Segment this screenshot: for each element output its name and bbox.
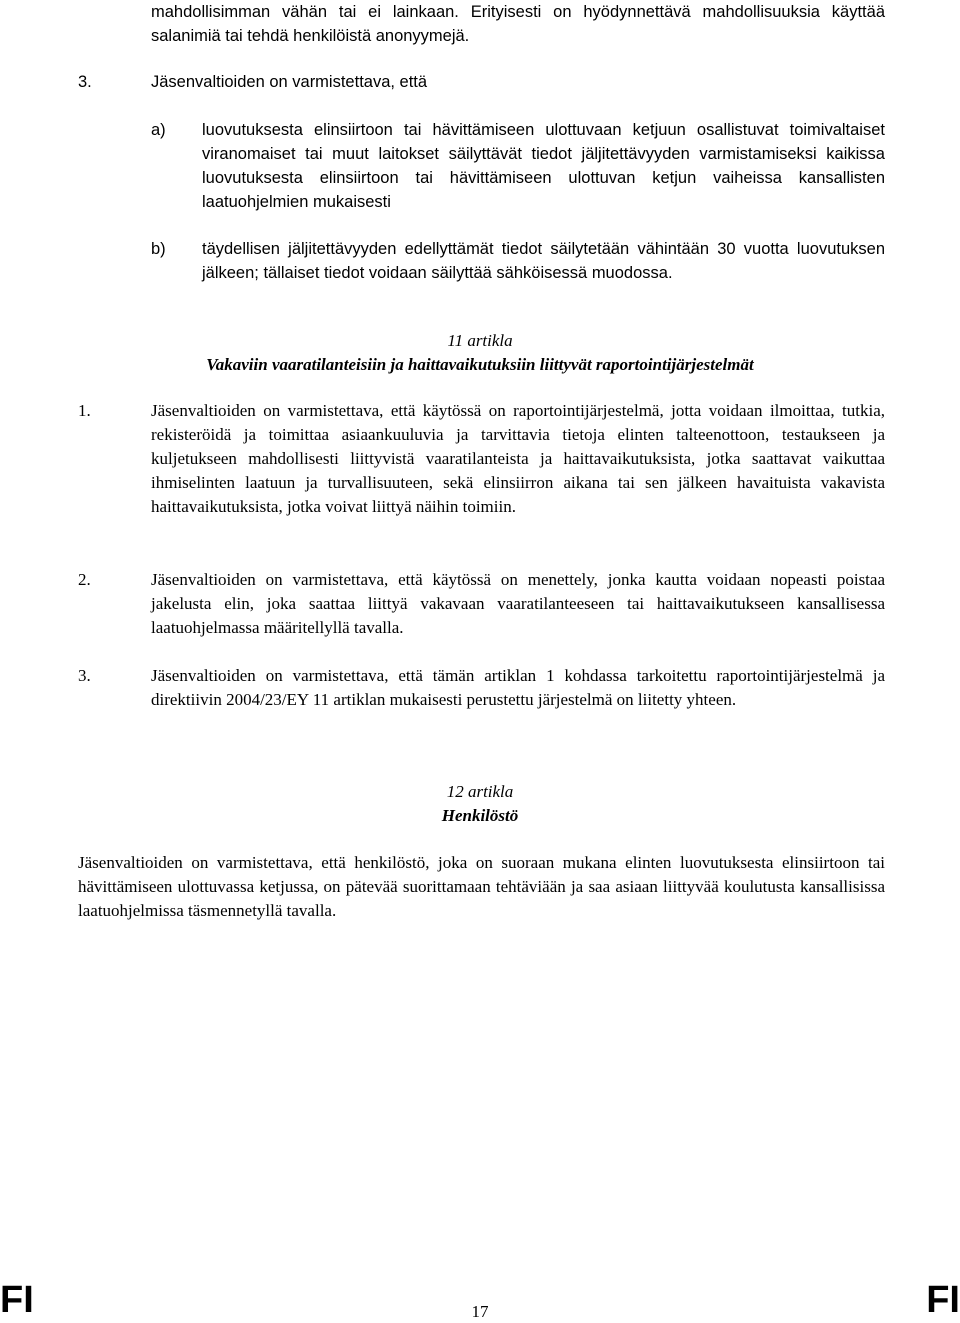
footer-language-code-left: FI — [0, 1279, 34, 1321]
article-12-number: 12 artikla — [446, 782, 514, 801]
item-text-b: täydellisen jäljitettävyyden edellyttämät tiedot säilytetään vähintään 30 vuotta luovutuksen jälkeen; tällaiset tiedot voidaan säilyttää sähköisessä muodossa. — [202, 240, 885, 282]
article-11-number: 11 artikla — [447, 331, 513, 350]
item-text-a: luovutuksesta elinsiirtoon tai hävittämiseen ulottuvaan ketjuun osallistuvat toimivaltaiset viranomaiset tai muut laitokset säilyttävät tiedot jäljitettävyyden varmistamiseksi kaikissa luovutuksesta elinsiirtoon tai hävittämiseen ulottuvan ketjun vaiheissa kansallisten laatuohjelmien mukaisesti — [202, 121, 885, 211]
art11-para-3-text: Jäsenvaltioiden on varmistettava, että tämän artiklan 1 kohdassa tarkoitettu raportointijärjestelmä ja direktiivin 2004/23/EY 11 artiklan mukaisesti perustettu järjestelmä on liitetty yhteen. — [151, 666, 885, 709]
page-number: 17 — [471, 1302, 489, 1321]
item-label-b: b) — [151, 240, 166, 258]
art11-para-1-number: 1. — [78, 401, 91, 420]
art11-para-2-text: Jäsenvaltioiden on varmistettava, että käytössä on menettely, jonka kautta voidaan nopeasti poistaa jakelusta elin, joka saattaa liittyä vakavaan vaaratilanteeseen tai haittavaikutukseen kansallisessa laatuohjelmassa määritellyllä tavalla. — [151, 570, 885, 637]
point-intro: Jäsenvaltioiden on varmistettava, että — [151, 73, 428, 91]
art11-para-2-number: 2. — [78, 570, 91, 589]
art11-para-3-number: 3. — [78, 666, 91, 685]
continued-paragraph — [151, 0, 885, 48]
art11-para-1-text: Jäsenvaltioiden on varmistettava, että käytössä on raportointijärjestelmä, jotta voidaan ilmoittaa, tutkia, rekisteröidä ja toimittaa asiaankuuluvia ja tarvittavia tietoja elinten talteenottoon, testaukseen ja kuljetukseen mahdollisesti liittyvistä vaaratilanteista ja haittavaikutuksista, jotka saattavat vaikuttaa ihmiselinten laatuun ja turvallisuuteen, sekä elinsiirron aikana tai sen jälkeen havaituista vakavista haittavaikutuksista, jotka voivat liittyä näihin toimiin. — [151, 401, 885, 516]
article-11-title: Vakaviin vaaratilanteisiin ja haittavaikutuksiin liittyvät raportointijärjestelmät — [206, 355, 754, 374]
continued-text: mahdollisimman vähän tai ei lainkaan. Erityisesti on hyödynnettävä mahdollisuuksia käyttää salanimiä tai tehdä henkilöistä anonyymejä. — [151, 3, 885, 45]
point-number: 3. — [78, 73, 92, 91]
art12-paragraph: Jäsenvaltioiden on varmistettava, että henkilöstö, joka on suoraan mukana elinten luovutuksesta elinsiirtoon tai hävittämiseen ulottuvassa ketjussa, on pätevää suorittamaan tehtäviään ja saa asiaan liittyvää koulutusta kansallisissa laatuohjelmissa täsmennetyllä tavalla. — [78, 853, 885, 920]
item-label-a: a) — [151, 121, 166, 139]
article-12-title: Henkilöstö — [441, 806, 519, 825]
footer-language-code-right: FI — [926, 1279, 960, 1321]
